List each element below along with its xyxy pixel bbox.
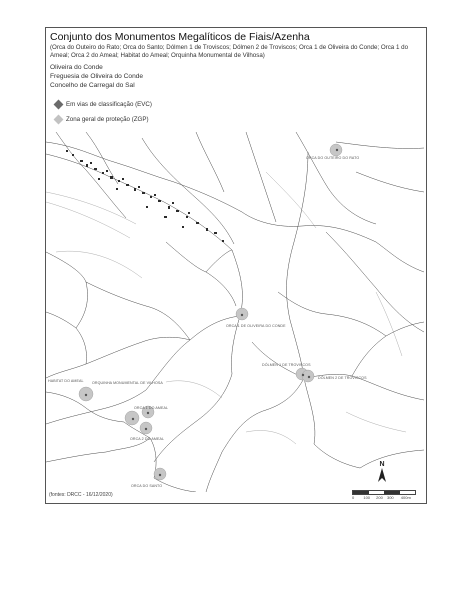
scale-tick-2: 200 [376,495,383,500]
map-area[interactable] [46,132,424,492]
monument-sites [79,144,342,480]
evc-symbol-icon [54,100,64,110]
site-label-habitat: HABITAT DO AMEAL [48,379,84,383]
scale-tick-3: 300 [386,495,394,500]
zgp-zone-orca-outeiro-rato[interactable] [330,144,342,156]
north-label: N [379,461,385,468]
site-label-troviscos-1: DÓLMEN 1 DE TROVISCOS [262,363,311,367]
location-municipality: Concelho de Carregal do Sal [50,82,135,89]
zgp-zone-troviscos[interactable] [296,368,314,382]
road-network [46,132,424,492]
scale-bar [352,490,416,500]
source-note: (fontes: DRCC - 16/12/2020) [49,492,113,498]
scale-ticks [352,495,416,500]
zgp-symbol-icon [54,115,64,125]
map-title: Conjunto dos Monumentos Megalíticos de Fiais/Azenha [50,31,310,43]
zgp-zone-orca-ameal[interactable] [125,406,154,434]
legend-item-zgp [55,116,149,123]
north-arrow-icon [377,468,387,482]
scale-tick-0: 0 [352,495,355,500]
scale-tick-1: 100 [363,495,371,500]
zgp-zone-orca-santo[interactable] [154,468,166,480]
site-label-oliveira: ORCA 1 DE OLIVEIRA DO CONDE [226,324,286,328]
site-label-troviscos-2: DÓLMEN 2 DE TROVISCOS [318,376,367,380]
legend-label-evc: Em vias de classificação (EVC) [66,101,152,109]
location-parish: Freguesia de Oliveira do Conde [50,73,144,80]
location-place: Oliveira do Conde [50,64,103,71]
urban-area [66,150,224,242]
zgp-zone-orca-1-oliveira[interactable] [236,308,248,320]
site-label-ameal-1: ORCA 1 DO AMEAL [134,406,169,410]
zgp-zone-habitat-ameal[interactable] [79,387,93,401]
site-label-ameal-2: ORCA 2 DO AMEAL [130,437,165,441]
monument-list: (Orca do Outeiro do Rato; Orca do Santo; Dólmen 1 de Troviscos; Dólmen 2 de Troviscos; Orca 1 de Oliveira do Conde; Orca 1 do Ameal; Orca 2 do Ameal; Habitat do Ameal; Orquinha Monumental de Vilhosa) [50,44,409,59]
north-arrow [374,461,390,487]
legend-item-evc [55,101,152,108]
site-label-outeiro-rato: ORCA DO OUTEIRO DO RATO [306,156,360,160]
scale-tick-4: 400m [400,495,411,500]
site-label-santo: ORCA DO SANTO [131,484,163,488]
site-label-vilhosa: ORQUINHA MONUMENTAL DE VILHOSA [92,381,163,385]
legend-label-zgp: Zona geral de proteção (ZGP) [66,116,149,124]
